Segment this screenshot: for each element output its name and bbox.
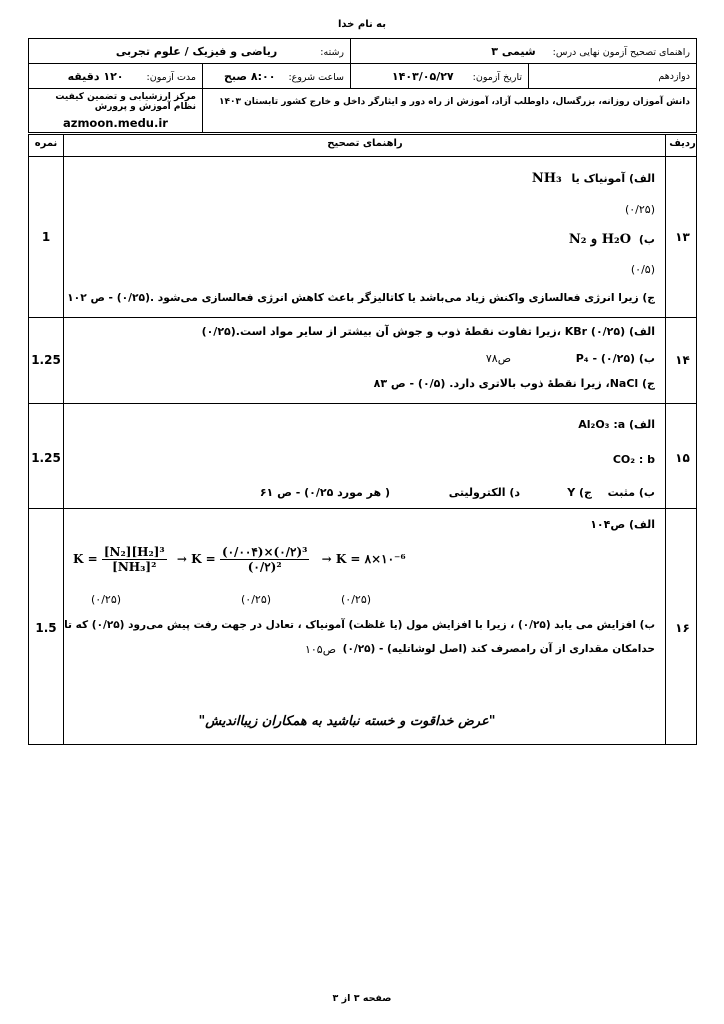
row-column-divider [665, 135, 666, 744]
q13-b-mark: (۰/۵) [630, 263, 655, 276]
date-label: تاریخ آزمون: [472, 71, 522, 83]
col-head-row: ردیف [669, 138, 696, 149]
q16-b-page: ص۱۰۵ [304, 643, 336, 656]
table-head-divider [29, 156, 696, 157]
site-link[interactable]: azmoon.medu.ir [63, 116, 168, 130]
eq-fraction-1 [102, 545, 167, 574]
q15-part-b: ب) مثبت [607, 486, 655, 499]
grade-cell [529, 64, 697, 89]
field-cell [29, 39, 351, 64]
q16-number: ۱۶ [675, 621, 690, 635]
eq-mark-1: (۰/۲۵) [91, 593, 122, 606]
col-head-guide: راهنمای تصحیح [327, 138, 403, 149]
row-divider-13 [29, 317, 696, 318]
page-number: صفحه ۳ از ۳ [332, 993, 392, 1004]
q13-a-formula: NH₃ [531, 171, 562, 186]
score-column-divider [63, 135, 64, 744]
q13-b-formula: H₂O و N₂ [568, 232, 632, 247]
field-value: ریاضی و فیزیک / علوم تجربی [115, 44, 278, 58]
q15-part-c: ج) Y [567, 486, 592, 499]
date-value: ۱۴۰۳/۰۵/۲۷ [391, 69, 454, 83]
course-name: شیمی ۳ [491, 44, 536, 58]
duration-label: مدت آزمون: [146, 71, 196, 83]
grading-table [28, 134, 697, 745]
eq1-numerator: [N₂][H₂]³ [103, 545, 165, 559]
row-divider-14 [29, 403, 696, 404]
q15-part-a2: CO₂ : b [612, 453, 655, 466]
course-cell [351, 39, 697, 64]
eq3-result: → K = ۸×۱۰⁻⁶ [321, 552, 406, 566]
q14-part-a: الف) KBr (۰/۲۵) ،زیرا تفاوت نقطهٔ ذوب و جوش آن بیشتر از سایر مواد است.(۰/۲۵) [201, 325, 655, 338]
q15-score: 1.25 [31, 451, 61, 465]
q13-part-a [532, 171, 655, 186]
closing-message: "عرض خداقوت و خسته نباشید به همکاران زیبااندیش" [198, 714, 496, 729]
eq1-denominator: [NH₃]² [112, 560, 157, 574]
q16-part-b-line2: حدامکان مقداری از آن رامصرف کند (اصل لوشاتلیه) - (۰/۲۵) [342, 643, 655, 655]
q15-part-a: الف) Al₂O₃ :a [578, 418, 655, 431]
date-cell [351, 64, 529, 89]
start-cell [203, 64, 351, 89]
q14-score: 1.25 [31, 353, 61, 367]
q13-part-c: ج) زیرا انرژی فعالسازی واکنش زیاد می‌باشد یا کاتالیزگر باعث کاهش انرژی فعالسازی می‌شود .(۰/۲۵) - ص ۱۰۲ [67, 291, 655, 304]
center-name: مرکز ارزشیابی و تضمین کیفیت نظام آموزش و پرورش [55, 92, 196, 112]
start-value: ۸:۰۰ صبح [224, 69, 276, 83]
q16-part-a: الف) ص۱۰۴ [590, 518, 655, 531]
q15-d-mark: ( هر مورد ۰/۲۵) - ص ۶۱ [259, 486, 390, 499]
q13-a-text: الف) آمونیاک یا [571, 172, 655, 185]
grade-value: دوازدهم [658, 70, 690, 82]
exam-header [28, 38, 697, 133]
q13-part-b [569, 232, 655, 247]
center-cell [29, 89, 203, 133]
field-label: رشته: [320, 46, 344, 58]
q14-b-page: ص۷۸ [485, 352, 511, 365]
q13-a-mark: (۰/۲۵) [624, 203, 655, 216]
eq-mark-2: (۰/۲۵) [241, 593, 272, 606]
q14-number: ۱۴ [675, 353, 690, 367]
course-label: راهنمای تصحیح آزمون نهایی درس: [552, 46, 690, 58]
q13-score: 1 [41, 230, 51, 244]
duration-cell [29, 64, 203, 89]
q15-part-d: د) الکترولیتی [448, 486, 520, 499]
start-label: ساعت شروع: [288, 71, 344, 83]
students-text: دانش آموزان روزانه، بزرگسال، داوطلب آزاد، آموزش از راه دور و ایثارگر داخل و خارج کشور تابستان ۱۴۰۳ [219, 97, 690, 107]
q14-part-c: ج) NaCl، زیرا نقطهٔ ذوب بالاتری دارد. (۰/۵) - ص ۸۳ [373, 377, 655, 390]
duration-value: ۱۲۰ دقیقه [67, 69, 124, 83]
q13-b-text: ب) [638, 233, 655, 246]
q16-part-b-line1: ب) افزایش می یابد (۰/۲۵) ، زیرا با افزایش مول (یا غلظت) آمونیاک ، تعادل در جهت رفت پیش می‌رود (۰/۲۵) که تا [64, 619, 655, 631]
q15-number: ۱۵ [675, 451, 690, 465]
equilibrium-formula [73, 545, 406, 574]
eq-mark-3: (۰/۲۵) [341, 593, 372, 606]
col-head-score: نمره [34, 138, 58, 149]
q16-score: 1.5 [35, 621, 57, 635]
eq2-k-symbol: → K = [176, 552, 216, 566]
page-heading: به نام خدا [337, 19, 387, 30]
q14-part-b: ب) (۰/۲۵) - P₄ [575, 352, 655, 365]
eq2-numerator: (۰/۰۰۴)×(۰/۲)³ [221, 545, 308, 559]
q13-number: ۱۳ [675, 230, 690, 244]
eq-k-symbol: K = [73, 552, 98, 566]
eq2-denominator: (۰/۲)² [247, 560, 282, 574]
students-cell [203, 89, 697, 133]
eq-fraction-2 [220, 545, 309, 574]
row-divider-15 [29, 508, 696, 509]
